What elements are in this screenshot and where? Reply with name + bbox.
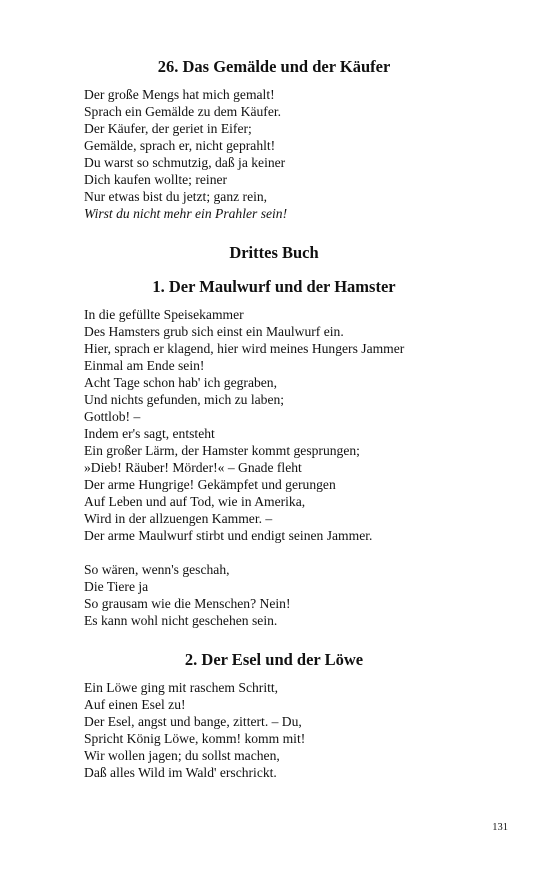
verse-line: Der Käufer, der geriet in Eifer; xyxy=(84,121,252,136)
poem-gemaelde xyxy=(84,86,464,222)
section-title-esel: 2. Der Esel und der Löwe xyxy=(184,650,364,669)
verse-line: Gottlob! – xyxy=(84,409,141,424)
verse-line: Wir wollen jagen; du sollst machen, xyxy=(84,748,280,763)
verse-line-italic: Wirst du nicht mehr ein Prahler sein! xyxy=(84,206,288,221)
verse-line: Sprach ein Gemälde zu dem Käufer. xyxy=(84,104,282,119)
verse-line: Ein Löwe ging mit raschem Schritt, xyxy=(84,680,279,695)
verse-line: Du warst so schmutzig, daß ja keiner xyxy=(84,155,286,170)
verse-line: Der arme Hungrige! Gekämpfet und gerungen xyxy=(84,477,336,492)
section-title-gemaelde: 26. Das Gemälde und der Käufer xyxy=(157,57,391,76)
verse-line: Nur etwas bist du jetzt; ganz rein, xyxy=(84,189,268,204)
verse-line: »Dieb! Räuber! Mörder!« – Gnade fleht xyxy=(84,460,302,475)
verse-line: Gemälde, sprach er, nicht geprahlt! xyxy=(84,138,276,153)
verse-line: Ein großer Lärm, der Hamster kommt gesprungen; xyxy=(84,443,360,458)
verse-line: Der Esel, angst und bange, zittert. – Du, xyxy=(84,714,302,729)
verse-line: Des Hamsters grub sich einst ein Maulwurf ein. xyxy=(84,324,344,339)
moral-line: So grausam wie die Menschen? Nein! xyxy=(84,596,291,611)
poem-maulwurf xyxy=(84,306,464,629)
book-title: Drittes Buch xyxy=(229,243,319,262)
verse-line: Auf einen Esel zu! xyxy=(84,697,186,712)
verse-line: In die gefüllte Speisekammer xyxy=(84,307,244,322)
section-title-maulwurf: 1. Der Maulwurf und der Hamster xyxy=(152,277,396,296)
verse-line: Wird in der allzuengen Kammer. – xyxy=(84,511,273,526)
verse-line: Hier, sprach er klagend, hier wird meines Hungers Jammer xyxy=(84,341,405,356)
verse-line: Dich kaufen wollte; reiner xyxy=(84,172,228,187)
page-number: 131 xyxy=(492,822,508,833)
verse-line: Der arme Maulwurf stirbt und endigt seinen Jammer. xyxy=(84,528,373,543)
moral-line: So wären, wenn's geschah, xyxy=(84,562,230,577)
page-content xyxy=(84,56,464,781)
moral-line: Es kann wohl nicht geschehen sein. xyxy=(84,613,278,628)
verse-line: Einmal am Ende sein! xyxy=(84,358,205,373)
verse-line: Daß alles Wild im Wald' erschrickt. xyxy=(84,765,277,780)
stanza-gap xyxy=(84,544,464,561)
verse-line: Auf Leben und auf Tod, wie in Amerika, xyxy=(84,494,306,509)
verse-line: Spricht König Löwe, komm! komm mit! xyxy=(84,731,306,746)
verse-line: Indem er's sagt, entsteht xyxy=(84,426,215,441)
verse-line: Acht Tage schon hab' ich gegraben, xyxy=(84,375,278,390)
moral-line: Die Tiere ja xyxy=(84,579,149,594)
poem-esel xyxy=(84,679,464,781)
verse-line: Der große Mengs hat mich gemalt! xyxy=(84,87,275,102)
verse-line: Und nichts gefunden, mich zu laben; xyxy=(84,392,285,407)
